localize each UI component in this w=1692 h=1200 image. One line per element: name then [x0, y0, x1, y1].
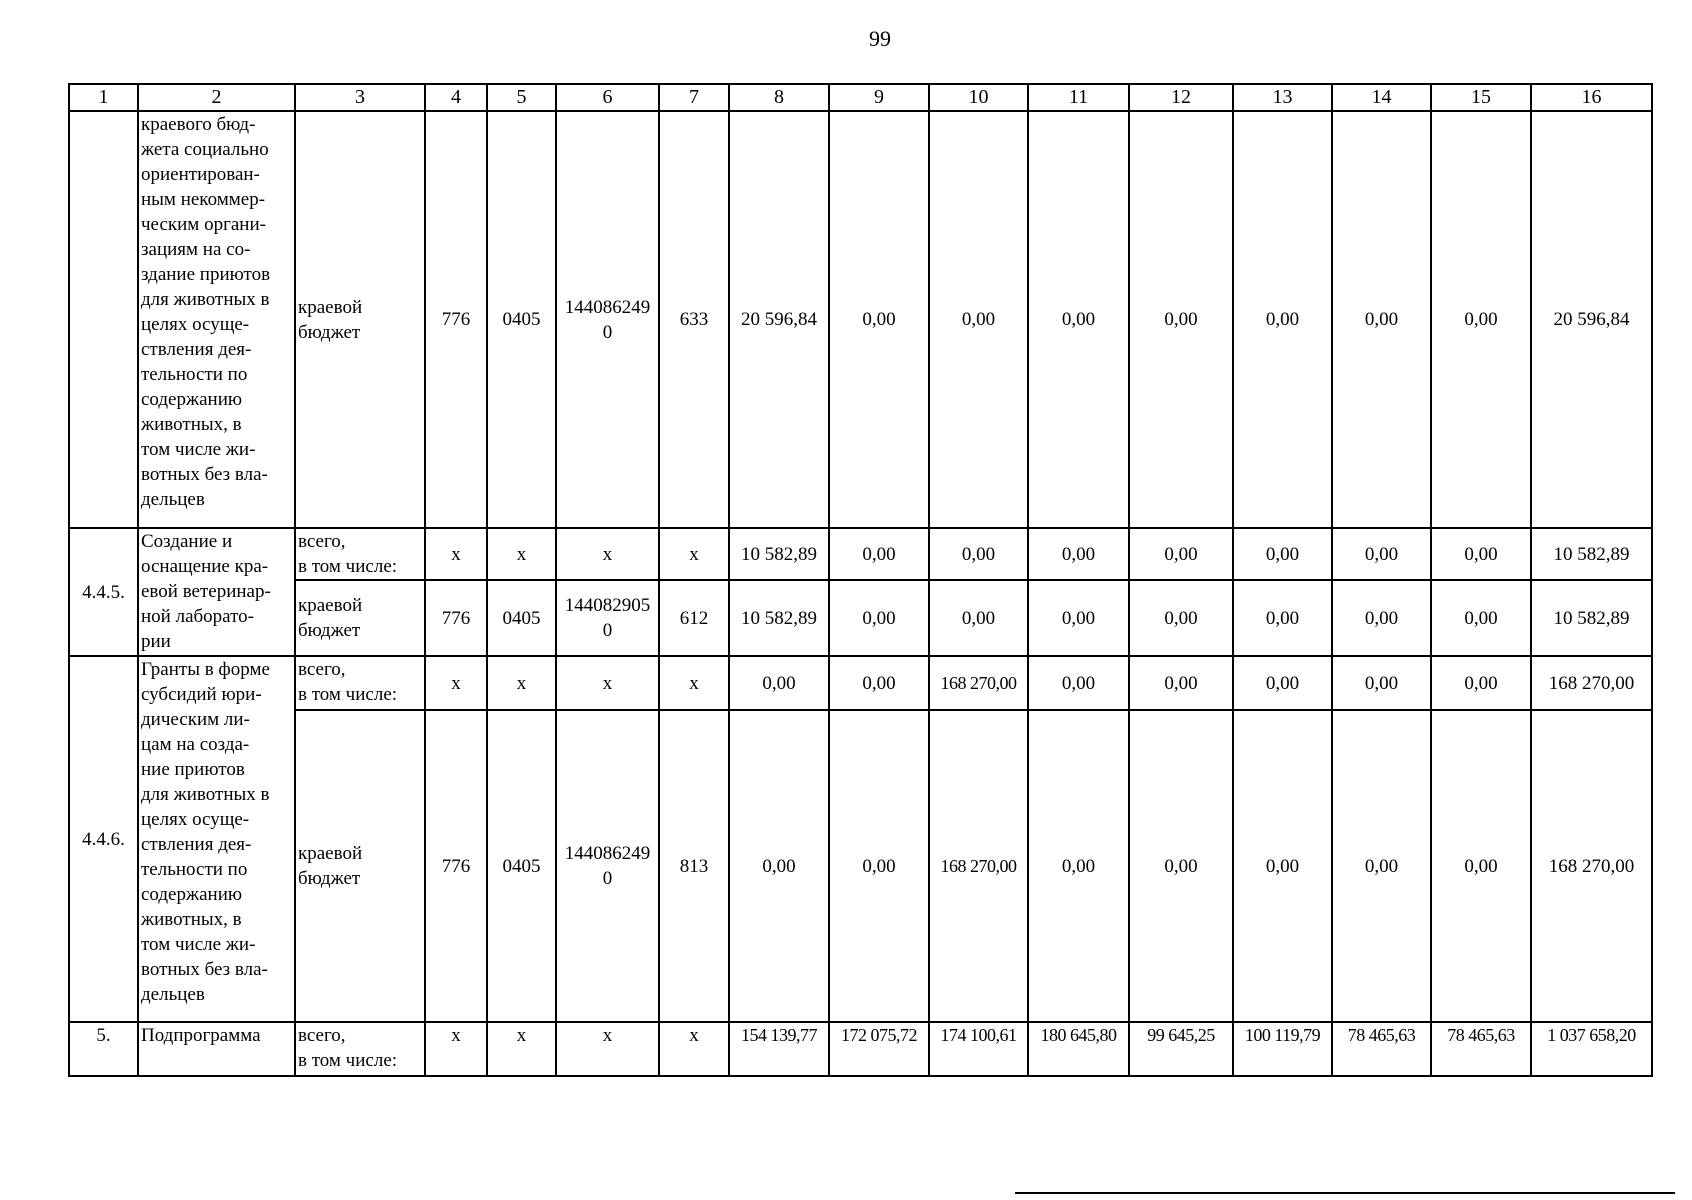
header-cell: 11 [1028, 84, 1129, 111]
cell-col9: 0,00 [829, 710, 929, 1022]
item-number [69, 111, 138, 528]
text-line: бюджет [298, 620, 361, 641]
header-cell: 12 [1129, 84, 1233, 111]
text-line: содержанию [141, 389, 243, 410]
cell-col12: 0,00 [1129, 710, 1233, 1022]
funding-source [295, 580, 425, 656]
header-cell: 3 [295, 84, 425, 111]
header-cell: 5 [487, 84, 556, 111]
text-line: краевой [298, 843, 363, 864]
text-line: оснащение кра- [141, 556, 269, 577]
cell-col16: 20 596,84 [1531, 111, 1652, 528]
item-description [138, 528, 295, 656]
cell-col15: 0,00 [1431, 656, 1531, 710]
text-line: дельцев [141, 984, 205, 1005]
text-line: ческим органи- [141, 214, 266, 235]
cell-col8: 10 582,89 [729, 580, 829, 656]
text-line: вотных без вла- [141, 959, 268, 980]
header-cell: 8 [729, 84, 829, 111]
text-line: краевой [298, 595, 363, 616]
table-row [69, 111, 1652, 528]
text-line: 144086249 [564, 843, 651, 864]
text-line: вотных без вла- [141, 464, 268, 485]
cell-col10: 0,00 [929, 580, 1028, 656]
header-cell: 9 [829, 84, 929, 111]
text-line: всего, [298, 1025, 346, 1046]
text-line: 144082905 [564, 595, 651, 616]
cell-col7: 633 [659, 111, 729, 528]
cell-col7: 612 [659, 580, 729, 656]
cell-col8: 10 582,89 [729, 528, 829, 580]
budget-table [68, 83, 1653, 1077]
cell-col12: 0,00 [1129, 656, 1233, 710]
cell-col9: 172 075,72 [829, 1022, 929, 1076]
header-cell: 14 [1332, 84, 1431, 111]
cell-col11: 0,00 [1028, 528, 1129, 580]
cell-col13: 0,00 [1233, 111, 1332, 528]
text-line: 0 [602, 321, 613, 343]
cell-col15: 0,00 [1431, 580, 1531, 656]
cell-col5: 0405 [487, 111, 556, 528]
text-line: всего, [298, 659, 346, 680]
cell-col10: 174 100,61 [929, 1022, 1028, 1076]
text-line: ной лаборато- [141, 606, 254, 627]
cell-col16: 168 270,00 [1531, 656, 1652, 710]
table-row [69, 528, 1652, 580]
cell-col16: 10 582,89 [1531, 528, 1652, 580]
header-cell: 16 [1531, 84, 1652, 111]
text-line: целях осуще- [141, 314, 250, 335]
text-line: том числе жи- [141, 439, 256, 460]
cell-col5: 0405 [487, 710, 556, 1022]
cell-col4: х [425, 1022, 487, 1076]
cell-col7: х [659, 1022, 729, 1076]
item-description: Подпрограмма [138, 1022, 295, 1076]
cell-col5: 0405 [487, 580, 556, 656]
text-line: животных, в [141, 414, 242, 435]
cell-col9: 0,00 [829, 111, 929, 528]
cell-col11: 0,00 [1028, 710, 1129, 1022]
text-line: тельности по [141, 364, 248, 385]
cell-col6 [556, 580, 659, 656]
cell-col11: 0,00 [1028, 580, 1129, 656]
cell-col14: 0,00 [1332, 710, 1431, 1022]
text-line: ние приютов [141, 759, 245, 780]
item-description [138, 111, 295, 528]
cell-col13: 100 119,79 [1233, 1022, 1332, 1076]
text-line: в том числе: [298, 1050, 398, 1071]
text-line: цам на созда- [141, 734, 250, 755]
item-number: 5. [69, 1022, 138, 1076]
text-line: жета социально [141, 139, 269, 160]
cell-col7: 813 [659, 710, 729, 1022]
cell-col6: х [556, 528, 659, 580]
text-line: в том числе: [298, 684, 398, 705]
cell-col10: 168 270,00 [929, 710, 1028, 1022]
cell-col11: 180 645,80 [1028, 1022, 1129, 1076]
cell-col6 [556, 111, 659, 528]
cell-col16: 168 270,00 [1531, 710, 1652, 1022]
cell-col10: 0,00 [929, 528, 1028, 580]
cell-col12: 0,00 [1129, 111, 1233, 528]
cell-col6 [556, 710, 659, 1022]
text-line: дельцев [141, 489, 205, 510]
text-line: содержанию [141, 884, 243, 905]
footer-rule [1015, 1192, 1675, 1194]
header-cell: 2 [138, 84, 295, 111]
header-cell: 1 [69, 84, 138, 111]
text-line: дическим ли- [141, 709, 250, 730]
cell-col8: 154 139,77 [729, 1022, 829, 1076]
page-number: 99 [869, 26, 891, 51]
cell-col14: 78 465,63 [1332, 1022, 1431, 1076]
header-cell: 13 [1233, 84, 1332, 111]
text-line: для животных в [141, 784, 270, 805]
text-line: краевой [298, 296, 363, 318]
cell-col4: х [425, 528, 487, 580]
header-cell: 4 [425, 84, 487, 111]
cell-col15: 78 465,63 [1431, 1022, 1531, 1076]
cell-col8: 0,00 [729, 656, 829, 710]
item-description [138, 656, 295, 1022]
cell-col14: 0,00 [1332, 528, 1431, 580]
text-line: субсидий юри- [141, 684, 262, 705]
cell-col5: х [487, 656, 556, 710]
text-line: целях осуще- [141, 809, 250, 830]
item-number: 4.4.5. [69, 528, 138, 656]
cell-col10: 168 270,00 [929, 656, 1028, 710]
cell-col13: 0,00 [1233, 710, 1332, 1022]
cell-col12: 99 645,25 [1129, 1022, 1233, 1076]
table-row [69, 1022, 1652, 1076]
cell-col7: х [659, 528, 729, 580]
text-line: для животных в [141, 289, 270, 310]
text-line: животных, в [141, 909, 242, 930]
cell-col12: 0,00 [1129, 580, 1233, 656]
cell-col9: 0,00 [829, 528, 929, 580]
header-cell: 6 [556, 84, 659, 111]
cell-col6: х [556, 1022, 659, 1076]
header-cell: 15 [1431, 84, 1531, 111]
text-line: ным некоммер- [141, 189, 266, 210]
cell-col4: 776 [425, 580, 487, 656]
cell-col15: 0,00 [1431, 528, 1531, 580]
table-row [69, 710, 1652, 1022]
text-line: 144086249 [564, 296, 651, 318]
cell-col14: 0,00 [1332, 656, 1431, 710]
funding-source [295, 656, 425, 710]
cell-col15: 0,00 [1431, 710, 1531, 1022]
text-line: всего, [298, 531, 346, 552]
cell-col11: 0,00 [1028, 656, 1129, 710]
cell-col4: 776 [425, 111, 487, 528]
cell-col9: 0,00 [829, 656, 929, 710]
table-row [69, 656, 1652, 710]
text-line: краевого бюд- [141, 114, 256, 135]
cell-col16: 10 582,89 [1531, 580, 1652, 656]
cell-col7: х [659, 656, 729, 710]
item-number: 4.4.6. [69, 656, 138, 1022]
cell-col9: 0,00 [829, 580, 929, 656]
funding-source [295, 528, 425, 580]
text-line: бюджет [298, 868, 361, 889]
text-line: ориентирован- [141, 164, 260, 185]
cell-col8: 20 596,84 [729, 111, 829, 528]
cell-col8: 0,00 [729, 710, 829, 1022]
text-line: в том числе: [298, 556, 398, 577]
cell-col4: 776 [425, 710, 487, 1022]
cell-col12: 0,00 [1129, 528, 1233, 580]
text-line: 0 [602, 868, 613, 889]
cell-col13: 0,00 [1233, 656, 1332, 710]
header-cell: 10 [929, 84, 1028, 111]
cell-col6: х [556, 656, 659, 710]
text-line: евой ветеринар- [141, 581, 271, 602]
funding-source [295, 1022, 425, 1076]
table-row [69, 580, 1652, 656]
cell-col15: 0,00 [1431, 111, 1531, 528]
cell-col16: 1 037 658,20 [1531, 1022, 1652, 1076]
funding-source [295, 111, 425, 528]
text-line: ствления дея- [141, 339, 252, 360]
cell-col14: 0,00 [1332, 111, 1431, 528]
text-line: тельности по [141, 859, 248, 880]
cell-col5: х [487, 1022, 556, 1076]
text-line: зациям на со- [141, 239, 251, 260]
cell-col10: 0,00 [929, 111, 1028, 528]
text-line: том числе жи- [141, 934, 256, 955]
text-line: бюджет [298, 321, 361, 343]
text-line: рии [141, 631, 171, 652]
cell-col4: х [425, 656, 487, 710]
header-row [69, 84, 1652, 111]
cell-col11: 0,00 [1028, 111, 1129, 528]
text-line: Гранты в форме [141, 659, 270, 680]
cell-col14: 0,00 [1332, 580, 1431, 656]
cell-col5: х [487, 528, 556, 580]
text-line: ствления дея- [141, 834, 252, 855]
funding-source [295, 710, 425, 1022]
text-line: здание приютов [141, 264, 271, 285]
text-line: 0 [602, 620, 613, 641]
cell-col13: 0,00 [1233, 580, 1332, 656]
header-cell: 7 [659, 84, 729, 111]
cell-col13: 0,00 [1233, 528, 1332, 580]
text-line: Создание и [141, 531, 233, 552]
